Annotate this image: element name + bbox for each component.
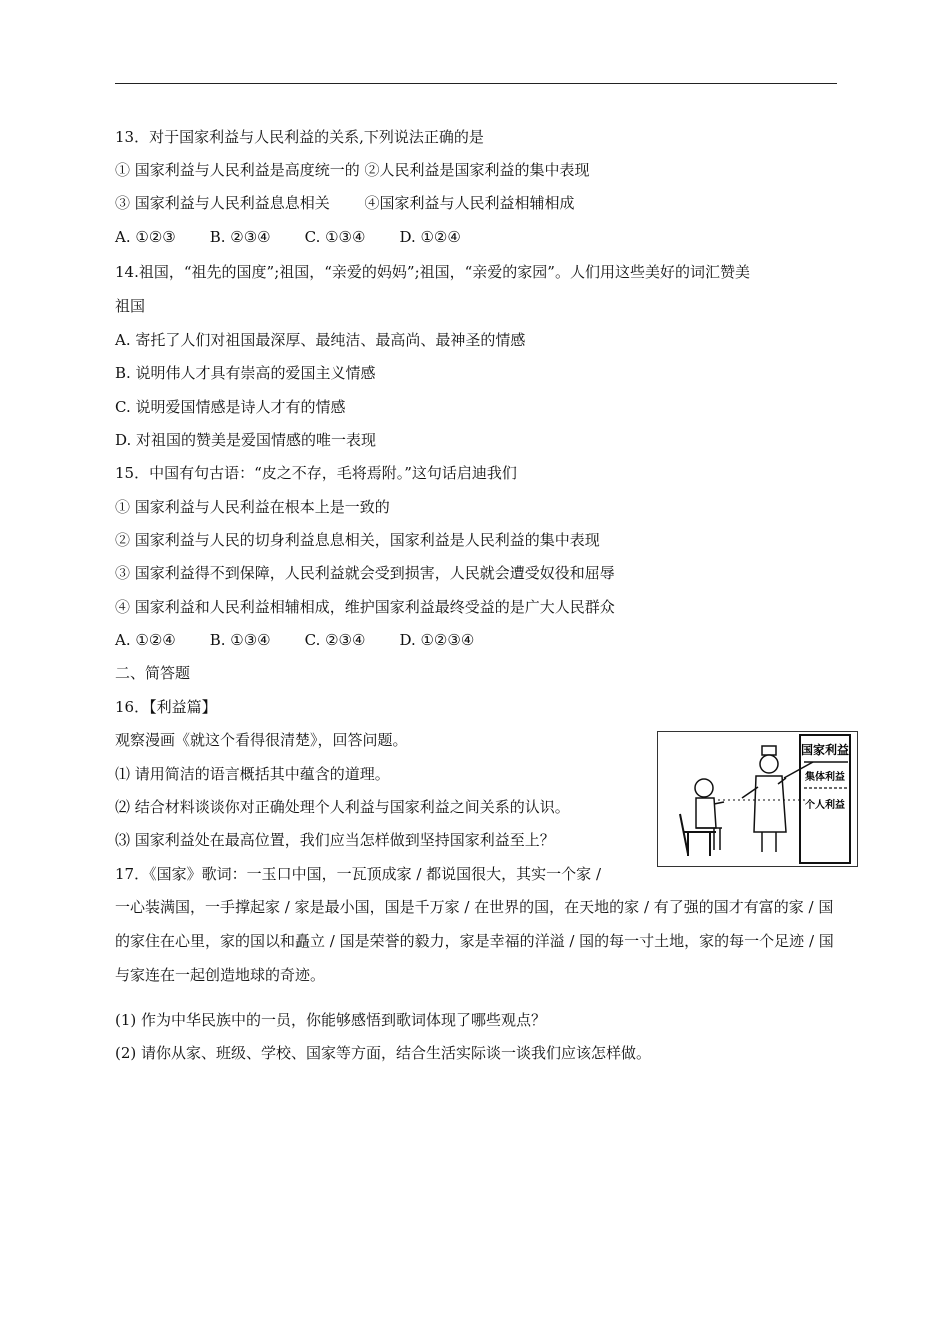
q15-statement-4: ④ 国家利益和人民利益相辅相成，维护国家利益最终受益的是广大人民群众 [115, 598, 615, 616]
q15-statement-2: ② 国家利益与人民的切身利益息息相关，国家利益是人民利益的集中表现 [115, 531, 600, 549]
q15-options [115, 630, 508, 650]
q15-option-b: B. ①③④ [209, 631, 271, 649]
q14-option-a: A. 寄托了人们对祖国最深厚、最纯洁、最高尚、最神圣的情感 [115, 331, 526, 349]
q17-line1: 17．《国家》歌词：一玉口中国，一瓦顶成家 / 都说国很大，其实一个家 / [115, 865, 602, 883]
q16-part-2: ⑵ 结合材料谈谈你对正确处理个人利益与国家利益之间关系的认识。 [115, 798, 570, 816]
cartoon-doctor [742, 746, 786, 852]
q17-lyrics-body: 一心装满国，一手撑起家 / 家是最小国，国是千万家 / 在世界的国，在天地的家 / 有了强的国才有富的家 / 国的家住在心里，家的国以和矗立 / 国是荣誉的毅力，家是幸福的洋溢 / 国的每一寸土地，家的每一个足迹 / 国与家连在一起创造地球的奇迹。 [115, 898, 834, 984]
header-rule [115, 83, 837, 84]
cartoon-illustration [657, 731, 858, 867]
cartoon-label-national: 国家利益 [800, 743, 850, 757]
q13-option-a: A. ①②③ [115, 228, 176, 246]
q15-statement-3: ③ 国家利益得不到保障，人民利益就会受到损害，人民就会遭受奴役和屈辱 [115, 564, 615, 582]
q15-option-c: C. ②③④ [304, 631, 366, 649]
q17-part-2: (2) 请你从家、班级、学校、国家等方面，结合生活实际谈一谈我们应该怎样做。 [115, 1044, 652, 1062]
q16-part-1: ⑴ 请用简洁的语言概括其中蕴含的道理。 [115, 765, 390, 783]
cartoon-label-personal: 个人利益 [805, 800, 845, 811]
q15-statement-1: ① 国家利益与人民利益在根本上是一致的 [115, 498, 390, 516]
q16-intro: 观察漫画《就这个看得很清楚》，回答问题。 [115, 731, 408, 749]
q15-option-a: A. ①②④ [115, 631, 176, 649]
q13-options [115, 227, 495, 247]
q14-option-d: D. 对祖国的赞美是爱国情感的唯一表现 [115, 431, 377, 449]
q13-option-d: D. ①②④ [399, 228, 461, 246]
q14-option-c: C. 说明爱国情感是诗人才有的情感 [115, 398, 346, 416]
q15-stem: 15．中国有句古语：“皮之不存，毛将焉附。”这句话启迪我们 [115, 464, 517, 482]
cartoon-drawing [658, 732, 857, 866]
section-heading: 二、简答题 [115, 664, 191, 682]
q13-option-b: B. ②③④ [209, 228, 271, 246]
cartoon-label-collective: 集体利益 [805, 772, 845, 783]
q16-part-3: ⑶ 国家利益处在最高位置，我们应当怎样做到坚持国家利益至上？ [115, 831, 555, 849]
q13-statement-2: ③ 国家利益与人民利益息息相关 ④国家利益与人民利益相辅相成 [115, 194, 575, 212]
q17-part-1: (1) 作为中华民族中的一员，你能够感悟到歌词体现了哪些观点？ [115, 1011, 547, 1029]
q13-stem: 13．对于国家利益与人民利益的关系,下列说法正确的是 [115, 128, 484, 146]
q13-statement-1: ① 国家利益与人民利益是高度统一的 ②人民利益是国家利益的集中表现 [115, 161, 590, 179]
q14-stem-line1: 14.祖国，“祖先的国度”;祖国，“亲爱的妈妈”;祖国，“亲爱的家园”。人们用这些美好的词汇赞美 [115, 263, 750, 281]
q14-option-b: B. 说明伟人才具有崇高的爱国主义情感 [115, 364, 376, 382]
q14-stem-line2: 祖国 [115, 297, 146, 315]
q16-title: 16．【利益篇】 [115, 698, 217, 716]
q15-option-d: D. ①②③④ [399, 631, 475, 649]
q13-option-c: C. ①③④ [304, 228, 366, 246]
